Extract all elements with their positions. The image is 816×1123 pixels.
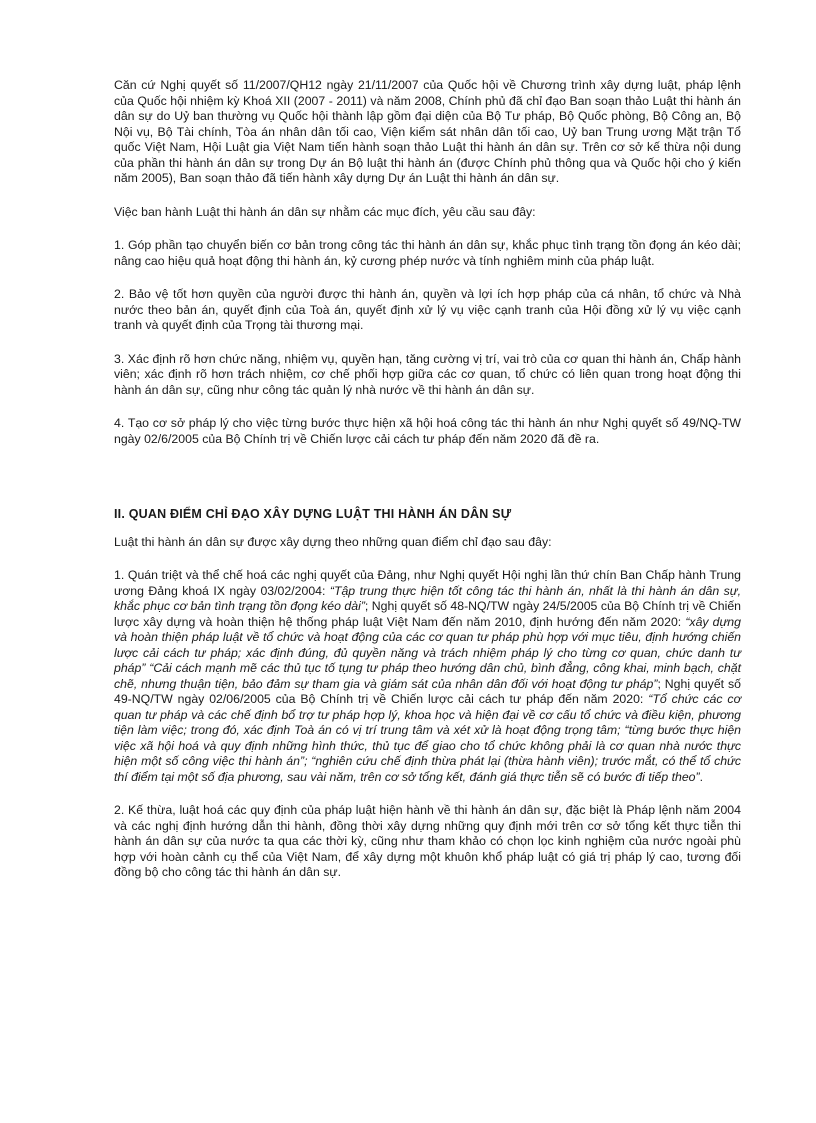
document-page	[114, 78, 741, 899]
viewpoint-1-text-c: ; Nghị quyết số 49-NQ/TW ngày 02/06/2005 của Bộ Chính trị về Chiến lược cải cách tư pháp đến năm 2020:	[114, 676, 741, 706]
paragraph-legal-basis: Căn cứ Nghị quyết số 11/2007/QH12 ngày 21/11/2007 của Quốc hội về Chương trình xây dựng luật, pháp lệnh của Quốc hội nhiệm kỳ Khoá XII (2007 - 2011) và năm 2008, Chính phủ đã chỉ đạo Ban soạn thảo Luật thi hành án dân sự do Uỷ ban thường vụ Quốc hội thành lập gồm đại diện của Bộ Tư pháp, Bộ Quốc phòng, Bộ Công an, Bộ Nội vụ, Bộ Tài chính, Tòa án nhân dân tối cao, Viện kiểm sát nhân dân tối cao, Uỷ ban Trung ương Mặt trận Tổ quốc Việt Nam, Hội Luật gia Việt Nam tiến hành soạn thảo Luật thi hành án dân sự. Trên cơ sở kế thừa nội dung của phần thi hành án dân sự trong Dự án Bộ luật thi hành án (được Chính phủ thông qua và Quốc hội cho ý kiến năm 2005), Ban soạn thảo đã tiến hành xây dựng Dự án Luật thi hành án dân sự.	[114, 78, 741, 185]
viewpoint-1-text-d: .	[699, 769, 704, 784]
viewpoint-1-quote-c: “Tổ chức các cơ quan tư pháp và các chế định bổ trợ tư pháp hợp lý, khoa học và hiện đại về cơ cấu tổ chức và điều kiện, phương tiện làm việc; trong đó, xác định Toà án có vị trí trung tâm và xét xử là hoạt động trọng tâm; “từng bước thực hiện việc xã hội hoá và quy định những hình thức, thủ tục để giao cho tổ chức không phải là cơ quan nhà nước thực hiện một số công việc thi hành án”; “nghiên cứu chế định thừa phát lại (thừa hành viên); trước mắt, có thể tổ chức thí điểm tại một số địa phương, sau vài năm, trên cơ sở tổng kết, đánh giá thực tiễn sẽ có bước đi tiếp theo”	[114, 692, 741, 784]
viewpoint-1	[114, 568, 741, 785]
paragraph-purpose-3: 3. Xác định rõ hơn chức năng, nhiệm vụ, quyền hạn, tăng cường vị trí, vai trò của cơ quan thi hành án, Chấp hành viên; xác định rõ hơn trách nhiệm, cơ chế phối hợp giữa các cơ quan, tổ chức có liên quan trong hoạt động thi hành án dân sự, cũng như công tác quản lý nhà nước về thi hành án dân sự.	[114, 351, 741, 397]
viewpoint-2: 2. Kế thừa, luật hoá các quy định của pháp luật hiện hành về thi hành án dân sự, đặc biệt là Pháp lệnh năm 2004 và các nghị định hướng dẫn thi hành, đồng thời xây dựng những quy định mới trên cơ sở tổng kết thực tiễn thi hành án dân sự của nước ta qua các thời kỳ, cũng như tham khảo có chọn lọc kinh nghiệm của nước ngoài phù hợp với hoàn cảnh cụ thể của Việt Nam, để xây dựng một khuôn khổ pháp luật có giá trị pháp lý cao, tương đối đồng bộ cho công tác thi hành án dân sự.	[114, 803, 741, 879]
viewpoint-1-quote-b: “xây dựng và hoàn thiện pháp luật về tổ chức và hoạt động của các cơ quan tư pháp phù hợp với mục tiêu, định hướng chiến lược cải cách tư pháp; xác định đúng, đủ quyền năng và trách nhiệm pháp lý cho từng cơ quan, chức danh tư pháp” “Cải cách mạnh mẽ các thủ tục tố tụng tư pháp theo hướng dân chủ, bình đẳng, công khai, minh bạch, chặt chẽ, nhưng thuận tiện, bảo đảm sự tham gia và giám sát của nhân dân đối với hoạt động tư pháp”	[114, 614, 741, 691]
paragraph-purpose-4: 4. Tạo cơ sở pháp lý cho việc từng bước thực hiện xã hội hoá công tác thi hành án như Nghị quyết số 49/NQ-TW ngày 02/6/2005 của Bộ Chính trị về Chiến lược cải cách tư pháp đến năm 2020 đã đề ra.	[114, 416, 741, 446]
section-intro: Luật thi hành án dân sự được xây dựng theo những quan điểm chỉ đạo sau đây:	[114, 534, 552, 549]
paragraph-purpose-2: 2. Bảo vệ tốt hơn quyền của người được thi hành án, quyền và lợi ích hợp pháp của cá nhân, tổ chức và Nhà nước theo bản án, quyết định của Toà án, quyết định xử lý vụ việc cạnh tranh của Hội đồng xử lý vụ việc cạnh tranh và quyết định của Trọng tài thương mại.	[114, 287, 741, 332]
viewpoint-1-text-b: ; Nghị quyết số 48-NQ/TW ngày 24/5/2005 của Bộ Chính trị về Chiến lược xây dựng và hoàn thiện hệ thống pháp luật Việt Nam đến năm 2010, định hướng đến năm 2020:	[114, 599, 741, 629]
paragraph-purpose-intro: Việc ban hành Luật thi hành án dân sự nhằm các mục đích, yêu cầu sau đây:	[114, 204, 536, 219]
paragraph-purpose-1: 1. Góp phần tạo chuyển biến cơ bản trong công tác thi hành án dân sự, khắc phục tình trạng tồn đọng án kéo dài; nâng cao hiệu quả hoạt động thi hành án, kỷ cương phép nước và tính nghiêm minh của pháp luật.	[114, 238, 741, 268]
viewpoint-1-quote-a: “Tập trung thực hiện tốt công tác thi hành án, nhất là thi hành án dân sự, khắc phục cơ bản tình trạng tồn đọng kéo dài”	[114, 583, 741, 613]
section-heading: II. QUAN ĐIỂM CHỈ ĐẠO XÂY DỰNG LUẬT THI HÀNH ÁN DÂN SỰ	[114, 507, 512, 521]
viewpoint-1-text-a: 1. Quán triệt và thể chế hoá các nghị quyết của Đảng, như Nghị quyết Hội nghị lần thứ chín Ban Chấp hành Trung ương Đảng khoá IX ngày 03/02/2004:	[114, 568, 741, 598]
